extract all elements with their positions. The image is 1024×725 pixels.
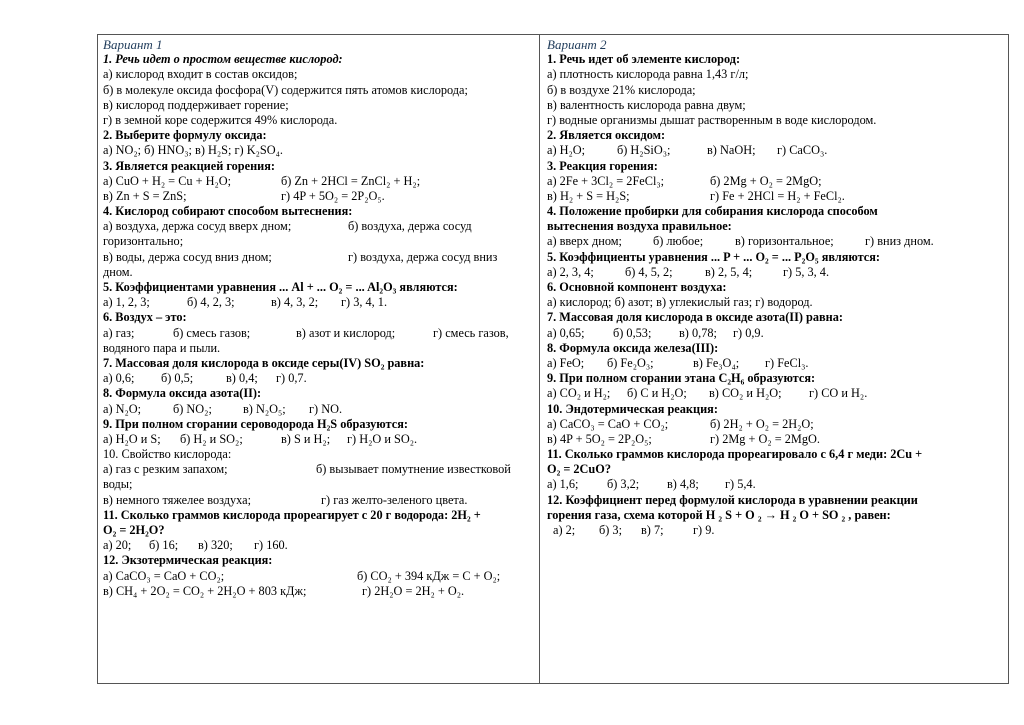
v2-q10-c: в) 4P + 5O₂ = 2P₂O₅;: [547, 431, 652, 446]
v2-q1-a: а) плотность кислорода равна 1,43 г/л;: [547, 67, 749, 82]
v2-q12-d: г) 9.: [693, 523, 715, 537]
v2-q1-d: г) водные организмы дышат растворенным в воде кислородом.: [547, 112, 877, 127]
v1-q12: 12. Экзотермическая реакция:: [103, 553, 273, 568]
v2-q5: 5. Коэффициенты уравнения ... P + ... O₂ = ... P₂O₅ являются:: [547, 249, 881, 264]
v2-q2-b: б) H₂SiO₃;: [617, 143, 671, 158]
v2-q6: 6. Основной компонент воздуха:: [547, 280, 727, 294]
v2-q5-b: б) 4, 5, 2;: [625, 264, 673, 279]
v2-q8: 8. Формула оксида железа(III):: [547, 340, 719, 355]
v2-q9-d: г) CO и H₂.: [809, 386, 868, 401]
v1-q4-d: г) воздуха, держа сосуд вниз: [348, 249, 498, 264]
v1-q11-a: а) 20;: [103, 538, 132, 553]
v1-q6: 6. Воздух – это:: [103, 310, 187, 325]
v2-q11-d: г) 5,4.: [725, 477, 756, 492]
v2-q5-a: а) 2, 3, 4;: [547, 264, 594, 279]
v1-q5-b: б) 4, 2, 3;: [187, 295, 235, 310]
v1-q4: 4. Кислород собирают способом вытеснения:: [103, 204, 353, 219]
v2-q9-b: б) C и H₂O;: [627, 386, 687, 401]
v1-q9: 9. При полном сгорании сероводорода H₂S образуются:: [103, 416, 408, 431]
v1-q11-cont: O₂ = 2H₂O?: [103, 523, 165, 537]
v2-q9: 9. При полном сгорании этана C₂H₆ образуются:: [547, 371, 816, 386]
v2-q1-c: в) валентность кислорода равна двум;: [547, 97, 746, 112]
v2-q5-c: в) 2, 5, 4;: [705, 264, 753, 279]
v2-q7-a: а) 0,65;: [547, 325, 585, 340]
v2-q3-a: а) 2Fe + 3Cl₂ = 2FeCl₃;: [547, 173, 665, 188]
v2-q4-d: г) вниз дном.: [865, 234, 934, 249]
v1-q6-b: б) смесь газов;: [173, 325, 251, 340]
v2-q10-a: а) CaCO₃ = CaO + CO₂;: [547, 416, 669, 431]
v1-q7-b: б) 0,5;: [161, 371, 194, 386]
v1-q5: 5. Коэффициентами уравнения ... Al + ... O₂ = ... Al₂O₃ являются:: [103, 280, 458, 294]
v2-q8-a: а) FeO;: [547, 355, 585, 370]
v2-q11-c: в) 4,8;: [667, 477, 699, 492]
v1-q10-b: б) вызывает помутнение известковой: [316, 462, 511, 477]
v2-q7-b: б) 0,53;: [613, 325, 652, 340]
variant-2-column: [547, 37, 1002, 538]
v2-q12-b: б) 3;: [599, 523, 622, 537]
v1-q4-d-cont: дном.: [103, 264, 133, 279]
v1-q1-b: б) в молекуле оксида фосфора(V) содержится пять атомов кислорода;: [103, 82, 468, 97]
variant-1-column: [103, 37, 534, 599]
v2-q7-d: г) 0,9.: [733, 325, 764, 340]
v1-q9-b: б) H₂ и SO₂;: [180, 431, 243, 446]
v1-q6-c: в) азот и кислород;: [296, 325, 396, 340]
v2-q11-a: а) 1,6;: [547, 477, 579, 492]
v1-q3-d: г) 4P + 5O₂ = 2P₂O₅.: [281, 188, 385, 203]
v2-q7: 7. Массовая доля кислорода в оксиде азота(II) равна:: [547, 310, 843, 325]
v2-q1-b: б) в воздухе 21% кислорода;: [547, 82, 696, 97]
v2-q6-answers: а) кислород; б) азот; в) углекислый газ; г) водород.: [547, 295, 813, 310]
v2-q2-c: в) NaOH;: [707, 143, 756, 158]
v1-q1-a: а) кислород входит в состав оксидов;: [103, 67, 298, 82]
v2-q8-b: б) Fe₂O₃;: [607, 355, 654, 370]
v2-q2: 2. Является оксидом:: [547, 128, 666, 143]
v1-q3-c: в) Zn + S = ZnS;: [103, 188, 187, 203]
v2-q4-a: а) вверх дном;: [547, 234, 622, 249]
v1-q1-d: г) в земной коре содержится 49% кислорода.: [103, 112, 338, 127]
v2-q5-d: г) 5, 3, 4.: [783, 264, 830, 279]
v1-q7-d: г) 0,7.: [276, 371, 307, 386]
v2-q12-a: а) 2;: [553, 523, 576, 537]
v1-q12-d: г) 2H₂O = 2H₂ + O₂.: [362, 583, 465, 598]
v1-q5-d: г) 3, 4, 1.: [341, 295, 388, 310]
v1-q5-a: а) 1, 2, 3;: [103, 295, 150, 310]
v1-q10: 10. Свойство кислорода:: [103, 447, 232, 462]
v2-q4: 4. Положение пробирки для собирания кислорода способом: [547, 204, 878, 219]
v2-q10: 10. Эндотермическая реакция:: [547, 401, 718, 416]
v1-q11-c: в) 320;: [198, 538, 233, 553]
v2-q2-d: г) CaCO₃.: [777, 143, 828, 158]
v1-q1-c: в) кислород поддерживает горение;: [103, 97, 289, 112]
v1-q12-a: а) CaCO₃ = CaO + CO₂;: [103, 568, 225, 583]
v1-q11: 11. Сколько граммов кислорода прореагирует с 20 г водорода: 2H₂ +: [103, 507, 481, 522]
v1-q8-d: г) NO.: [309, 401, 343, 416]
v2-q12-c: в) 7;: [641, 523, 664, 537]
v1-q4-c: в) воды, держа сосуд вниз дном;: [103, 249, 272, 264]
v1-q11-d: г) 160.: [254, 538, 288, 553]
v2-q9-c: в) CO₂ и H₂O;: [709, 386, 782, 401]
v1-q7: 7. Массовая доля кислорода в оксиде серы(IV) SO₂ равна:: [103, 355, 425, 370]
v1-q12-b: б) CO₂ + 394 кДж = C + O₂;: [357, 568, 501, 583]
v1-q10-d: г) газ желто-зеленого цвета.: [321, 492, 468, 507]
v1-q5-c: в) 4, 3, 2;: [271, 295, 319, 310]
v2-q12-cont: горения газа, схема которой H ₂ S + O ₂ → H ₂ O + SO ₂ , равен:: [547, 507, 891, 522]
v2-q1: 1. Речь идет об элементе кислород:: [547, 52, 741, 67]
v2-q10-b: б) 2H₂ + O₂ = 2H₂O;: [710, 416, 814, 431]
v1-q9-d: г) H₂O и SO₂.: [347, 431, 418, 446]
v1-q3-b: б) Zn + 2HCl = ZnCl₂ + H₂;: [281, 173, 421, 188]
v1-q6-a: а) газ;: [103, 325, 135, 340]
v1-q12-c: в) CH₄ + 2O₂ = CO₂ + 2H₂O + 803 кДж;: [103, 583, 307, 598]
v2-q4-b: б) любое;: [653, 234, 704, 249]
v1-q7-a: а) 0,6;: [103, 371, 135, 386]
v1-q6-d: г) смесь газов,: [433, 325, 509, 340]
v2-q8-c: в) Fe₃O₄;: [693, 355, 740, 370]
v1-q8-b: б) NO₂;: [173, 401, 212, 416]
v1-q9-c: в) S и H₂;: [281, 431, 331, 446]
v2-q3-c: в) H₂ + S = H₂S;: [547, 188, 630, 203]
v2-q11: 11. Сколько граммов кислорода прореагировало с 6,4 г меди: 2Cu +: [547, 447, 923, 462]
v2-q11-cont: O₂ = 2CuO?: [547, 462, 611, 477]
v1-q11-b: б) 16;: [149, 538, 179, 553]
v1-q7-c: в) 0,4;: [226, 371, 258, 386]
v2-q2-a: а) H₂O;: [547, 143, 586, 158]
v2-q3: 3. Реакция горения:: [547, 158, 658, 173]
v2-q3-b: б) 2Mg + O₂ = 2MgO;: [710, 173, 822, 188]
v1-q10-a: а) газ с резким запахом;: [103, 462, 228, 477]
v1-q6-d-cont: водяного пара и пыли.: [103, 340, 221, 355]
v2-q11-b: б) 3,2;: [607, 477, 640, 492]
v1-q2: 2. Выберите формулу оксида:: [103, 128, 267, 143]
v1-q10-c: в) немного тяжелее воздуха;: [103, 492, 252, 507]
v1-q4-b-cont: горизонтально;: [103, 234, 184, 249]
variant-1-title: Вариант 1: [103, 37, 163, 52]
worksheet-table: [97, 34, 1009, 684]
v2-q4-cont: вытеснения воздуха правильное:: [547, 219, 732, 234]
v1-q8: 8. Формула оксида азота(II):: [103, 386, 262, 401]
column-divider: [539, 35, 540, 683]
v2-q7-c: в) 0,78;: [679, 325, 717, 340]
v1-q3-a: а) CuO + H₂ = Cu + H₂O;: [103, 173, 232, 188]
v1-q4-a: а) воздуха, держа сосуд вверх дном;: [103, 219, 292, 234]
variant-2-title: Вариант 2: [547, 37, 607, 52]
v1-q9-a: а) H₂O и S;: [103, 431, 161, 446]
v2-q3-d: г) Fe + 2HCl = H₂ + FeCl₂.: [710, 188, 845, 203]
v2-q9-a: а) CO₂ и H₂;: [547, 386, 611, 401]
v1-q3: 3. Является реакцией горения:: [103, 158, 276, 173]
v1-q4-b: б) воздуха, держа сосуд: [348, 219, 472, 234]
v2-q4-c: в) горизонтальное;: [735, 234, 834, 249]
v1-q10-b-cont: воды;: [103, 477, 133, 492]
v1-q8-a: а) N₂O;: [103, 401, 142, 416]
v2-q10-d: г) 2Mg + O₂ = 2MgO.: [710, 431, 820, 446]
v2-q12: 12. Коэффициент перед формулой кислорода в уравнении реакции: [547, 492, 918, 507]
v1-q1: 1. Речь идет о простом веществе кислород:: [103, 52, 343, 67]
v2-q8-d: г) FeCl₃.: [765, 355, 809, 370]
v1-q2-answers: а) NO₂; б) HNO₃; в) H₂S; г) K₂SO₄.: [103, 143, 283, 158]
v1-q8-c: в) N₂O₅;: [243, 401, 286, 416]
